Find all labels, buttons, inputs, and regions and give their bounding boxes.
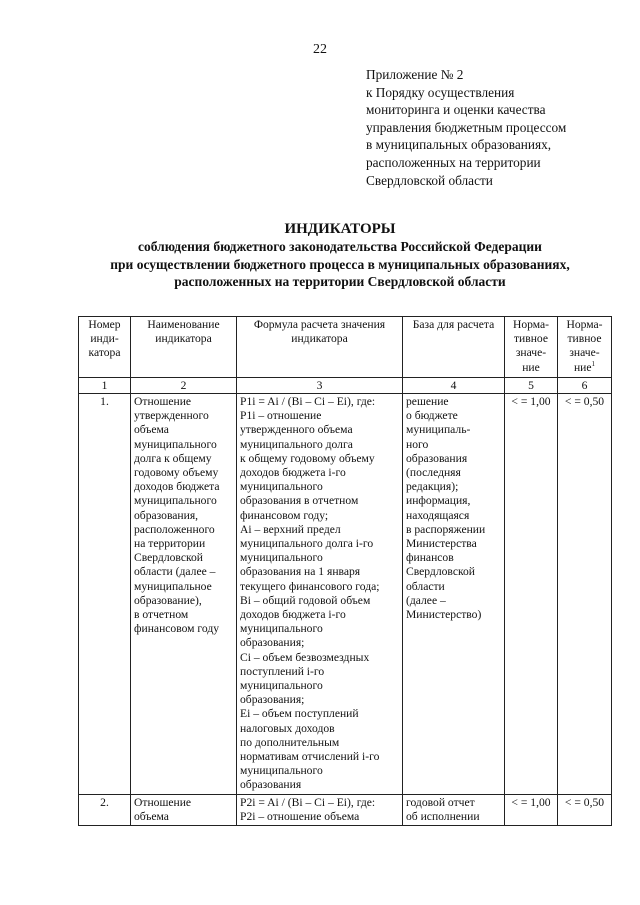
- text-line: расположенного: [134, 522, 215, 536]
- text-line: муниципального: [240, 480, 323, 494]
- column-number: 1: [79, 378, 131, 394]
- text-line: Свердловской: [406, 565, 476, 579]
- text-line: (далее –: [406, 593, 446, 607]
- header-line: индикатора: [291, 332, 348, 346]
- indicator-number: 1.: [79, 394, 131, 795]
- norm-value-1: < = 1,00: [505, 394, 558, 795]
- document-subtitle-line: при осуществлении бюджетного процесса в муниципальных образованиях,: [110, 256, 570, 272]
- column-number-row: [79, 378, 612, 394]
- text-line: Ci – объем безвозмездных: [240, 650, 370, 664]
- text-line: в распоряжении: [406, 522, 486, 536]
- text-line: муниципального долга i-го: [240, 537, 374, 551]
- text-line: Министерства: [406, 537, 477, 551]
- text-line: Свердловской: [134, 551, 204, 565]
- text-line: долга к общему: [134, 451, 212, 465]
- column-number: 4: [403, 378, 505, 394]
- text-line: Отношение: [134, 395, 192, 408]
- text-line: по дополнительным: [240, 735, 340, 749]
- text-line: Ei – объем поступлений: [240, 707, 359, 721]
- text-line: муниципального: [240, 551, 323, 565]
- header-line: ние: [522, 360, 540, 374]
- text-line: образования в отчетном: [240, 494, 359, 508]
- text-line: P1i = Ai / (Bi – Ci – Ei), где:: [240, 395, 376, 408]
- text-line: Отношение: [134, 795, 192, 809]
- header-line: Номер: [88, 318, 121, 331]
- text-line: доходов бюджета: [134, 480, 220, 494]
- indicator-base: [403, 794, 505, 825]
- text-line: объема: [134, 809, 169, 823]
- text-line: к общему годовому объему: [240, 451, 375, 465]
- header-line: значе-: [569, 346, 600, 360]
- text-line: области: [406, 579, 445, 593]
- document-title-block: [40, 220, 640, 291]
- text-line: (последняя: [406, 466, 461, 480]
- text-line: муниципального: [134, 437, 217, 451]
- appendix-line: мониторинга и оценки качества: [366, 102, 546, 118]
- text-line: финансовом году: [134, 622, 220, 636]
- text-line: муниципаль-: [406, 423, 471, 437]
- text-line: образования;: [240, 693, 305, 707]
- text-line: финансов: [406, 551, 454, 565]
- text-line: информация,: [406, 494, 471, 508]
- indicators-table: [78, 316, 612, 826]
- text-line: образования;: [240, 636, 305, 650]
- page-number: 22: [313, 42, 327, 57]
- appendix-line: Приложение № 2: [366, 67, 464, 82]
- text-line: Ai – верхний предел: [240, 522, 341, 536]
- text-line: о бюджете: [406, 409, 458, 423]
- text-line: P2i – отношение объема: [240, 809, 360, 823]
- header-line: тивное: [513, 332, 549, 346]
- text-line: доходов бюджета i-го: [240, 466, 346, 480]
- text-line: области (далее –: [134, 565, 216, 579]
- text-line: ного: [406, 437, 429, 451]
- header-cell-name: [131, 317, 237, 378]
- appendix-reference: [366, 66, 626, 189]
- column-number: 6: [558, 378, 612, 394]
- header-cell-formula: [237, 317, 403, 378]
- column-number: 5: [505, 378, 558, 394]
- document-title: ИНДИКАТОРЫ: [284, 221, 396, 237]
- text-line: утвержденного объема: [240, 423, 353, 437]
- text-line: муниципального: [240, 764, 323, 778]
- text-line: финансовом году;: [240, 508, 329, 522]
- table-row: [79, 794, 612, 825]
- text-line: муниципального: [240, 622, 323, 636]
- appendix-line: Свердловской области: [366, 172, 493, 188]
- footnote-mark: 1: [591, 359, 596, 368]
- header-line: индикатора: [155, 332, 212, 346]
- appendix-line: к Порядку осуществления: [366, 84, 515, 100]
- text-line: P1i – отношение: [240, 409, 322, 423]
- text-line: образования: [406, 451, 468, 465]
- text-line: текущего финансового года;: [240, 579, 380, 593]
- document-subtitle-line: расположенных на территории Свердловской области: [174, 274, 506, 289]
- text-line: муниципального: [134, 494, 217, 508]
- text-line: находящаяся: [406, 508, 470, 522]
- text-line: годовой отчет: [406, 795, 475, 809]
- column-number: 2: [131, 378, 237, 394]
- appendix-line: управления бюджетным процессом: [366, 119, 567, 135]
- norm-value-2: < = 0,50: [558, 394, 612, 795]
- header-line: Норма-: [512, 318, 550, 331]
- text-line: налоговых доходов: [240, 721, 335, 735]
- indicator-formula: [237, 394, 403, 795]
- text-line: редакция);: [406, 480, 459, 494]
- header-cell-number: [79, 317, 131, 378]
- indicator-base: [403, 394, 505, 795]
- column-number: 3: [237, 378, 403, 394]
- text-line: муниципального долга: [240, 437, 353, 451]
- indicator-number: 2.: [79, 794, 131, 825]
- text-line: Bi – общий годовой объем: [240, 593, 371, 607]
- header-cell-base: [403, 317, 505, 378]
- text-line: P2i = Ai / (Bi – Ci – Ei), где:: [240, 795, 376, 809]
- text-line: утвержденного: [134, 409, 209, 423]
- text-line: образования,: [134, 508, 199, 522]
- norm-value-1: < = 1,00: [505, 794, 558, 825]
- header-line: Наименование: [147, 318, 220, 331]
- text-line: Министерство): [406, 608, 482, 622]
- text-line: образования на 1 января: [240, 565, 361, 579]
- text-line: доходов бюджета i-го: [240, 608, 346, 622]
- text-line: об исполнении: [406, 809, 480, 823]
- table-header-row: [79, 317, 612, 378]
- table-row: [79, 394, 612, 795]
- text-line: муниципальное: [134, 579, 212, 593]
- text-line: образования: [240, 778, 302, 792]
- appendix-line: расположенных на территории: [366, 154, 541, 170]
- text-line: поступлений i-го: [240, 664, 325, 678]
- text-line: решение: [406, 395, 449, 408]
- indicator-name: [131, 794, 237, 825]
- header-line: значе-: [515, 346, 547, 360]
- text-line: объема: [134, 423, 169, 437]
- text-line: в отчетном: [134, 608, 189, 622]
- norm-value-2: < = 0,50: [558, 794, 612, 825]
- header-cell-norm-2: [558, 317, 612, 378]
- indicator-name: [131, 394, 237, 795]
- text-line: на территории: [134, 537, 206, 551]
- appendix-line: в муниципальных образованиях,: [366, 137, 552, 153]
- document-subtitle-line: соблюдения бюджетного законодательства Российской Федерации: [138, 239, 542, 254]
- header-line: База для расчета: [412, 318, 495, 331]
- text-line: муниципального: [240, 679, 323, 693]
- header-line: катора: [88, 346, 121, 360]
- text-line: нормативам отчислений i-го: [240, 750, 380, 764]
- header-line: Норма-: [566, 318, 603, 331]
- indicator-formula: [237, 794, 403, 825]
- text-line: образование),: [134, 593, 202, 607]
- header-line: тивное: [567, 332, 602, 346]
- text-line: годовому объему: [134, 466, 219, 480]
- header-cell-norm-1: [505, 317, 558, 378]
- header-line: Формула расчета значения: [253, 318, 386, 331]
- header-line: ние: [573, 360, 592, 374]
- header-line: инди-: [90, 332, 119, 346]
